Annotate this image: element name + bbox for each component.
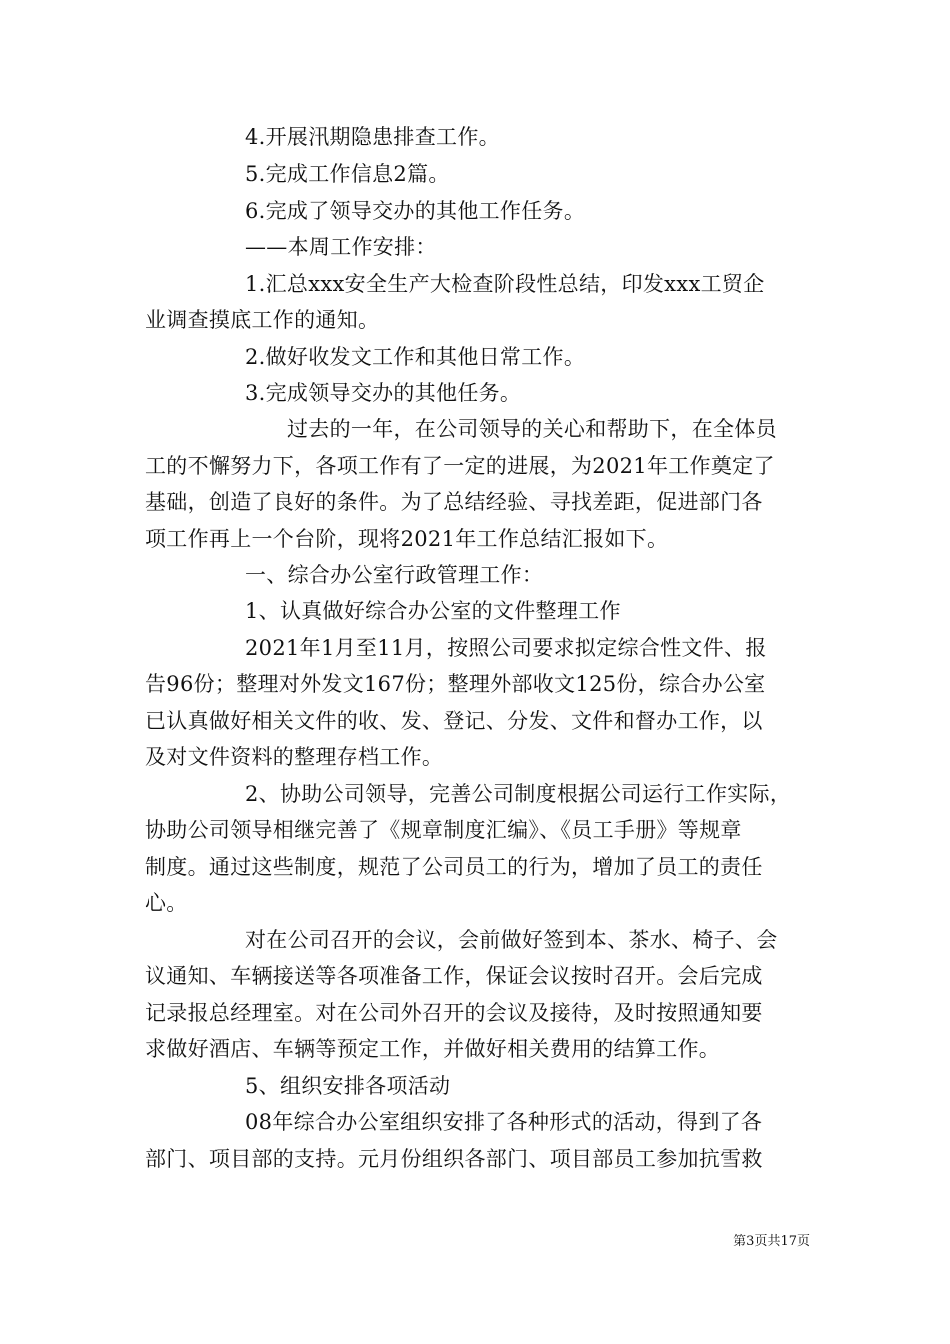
body-line-24: 议通知、车辆接送等各项准备工作，保证会议按时召开。会后完成 — [145, 964, 763, 988]
body-line-21: 制度。通过这些制度，规范了公司员工的行为，增加了员工的责任 — [145, 855, 763, 879]
body-line-18: 及对文件资料的整理存档工作。 — [145, 745, 444, 769]
body-line-6: 业调查摸底工作的通知。 — [145, 308, 380, 332]
body-line-8: 3.完成领导交办的其他任务。 — [245, 381, 522, 405]
body-line-26: 求做好酒店、车辆等预定工作，并做好相关费用的结算工作。 — [145, 1037, 721, 1061]
body-line-25: 记录报总经理室。对在公司外召开的会议及接待，及时按照通知要 — [145, 1001, 763, 1025]
section-heading-weekly-plan: ——本周工作安排： — [245, 235, 437, 259]
body-line-3: 6.完成了领导交办的其他工作任务。 — [245, 199, 586, 223]
body-line-17: 已认真做好相关文件的收、发、登记、分发、文件和督办工作，以 — [145, 709, 763, 733]
body-line-2: 5.完成工作信息2篇。 — [245, 162, 450, 186]
subheading-activities: 5、组织安排各项活动 — [245, 1074, 451, 1098]
body-line-20: 协助公司领导相继完善了《规章制度汇编》、《员工手册》等规章 — [145, 818, 742, 842]
body-line-23: 对在公司召开的会议，会前做好签到本、茶水、椅子、会 — [245, 928, 778, 952]
section-heading-admin: 一、综合办公室行政管理工作： — [245, 563, 544, 587]
body-line-29: 部门、项目部的支持。元月份组织各部门、项目部员工参加抗雪救 — [145, 1147, 763, 1171]
body-line-19: 2、协助公司领导，完善公司制度根据公司运行工作实际， — [245, 782, 792, 806]
body-line-22: 心。 — [145, 891, 188, 915]
body-line-9: 过去的一年，在公司领导的关心和帮助下，在全体员 — [287, 417, 777, 441]
body-line-5: 1.汇总xxx安全生产大检查阶段性总结，印发xxx工贸企 — [245, 272, 765, 296]
body-line-10: 工的不懈努力下，各项工作有了一定的进展，为2021年工作奠定了 — [145, 454, 775, 478]
body-line-1: 4.开展汛期隐患排查工作。 — [245, 125, 500, 149]
subheading-file-management: 1、认真做好综合办公室的文件整理工作 — [245, 599, 621, 623]
page-number: 第3页共17页 — [733, 1234, 810, 1249]
body-line-12: 项工作再上一个台阶，现将2021年工作总结汇报如下。 — [145, 527, 669, 551]
body-line-11: 基础，创造了良好的条件。为了总结经验、寻找差距，促进部门各 — [145, 490, 763, 514]
body-line-15: 2021年1月至11月，按照公司要求拟定综合性文件、报 — [245, 636, 767, 660]
body-line-16: 告96份；整理对外发文167份；整理外部收文125份，综合办公室 — [145, 672, 766, 696]
body-line-7: 2.做好收发文工作和其他日常工作。 — [245, 345, 586, 369]
body-line-28: 08年综合办公室组织安排了各种形式的活动，得到了各 — [245, 1110, 763, 1134]
